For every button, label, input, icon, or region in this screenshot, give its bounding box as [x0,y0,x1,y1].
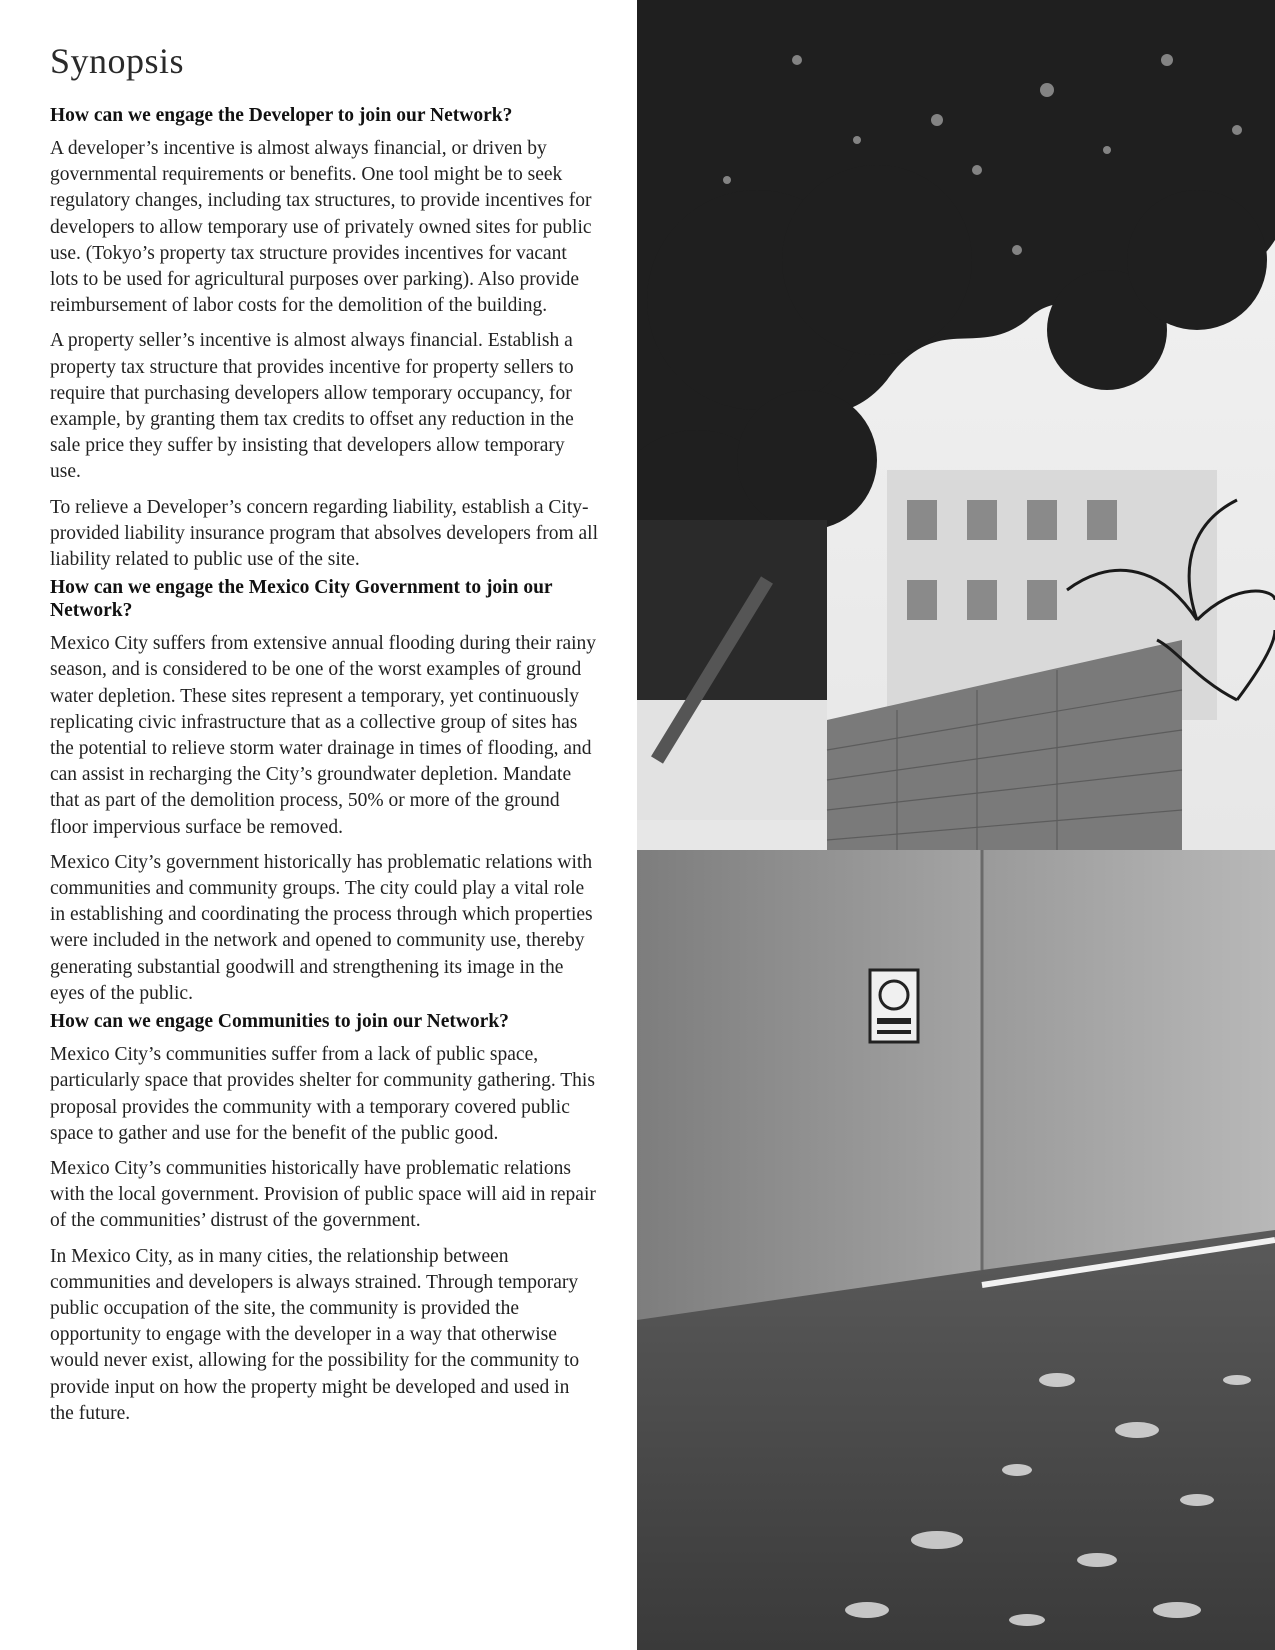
paragraph: Mexico City’s communities historically have problematic relations with the local government. Provision of public space will aid in repair of the communities’ distrust of the government. [50,1157,596,1232]
text-column [50,40,598,1436]
site-photo [637,0,1275,1650]
paragraph: To relieve a Developer’s concern regarding liability, establish a City-provided liability insurance program that absolves developers from all liability related to public use of the site. [50,496,599,571]
paragraph: A property seller’s incentive is almost always financial. Establish a property tax structure that provides incentive for property sellers to require that purchasing developers allow temporary occupancy, for example, by granting them tax credits to offset any reduction in the sale price they suffer by insisting that developers allow temporary use. [50,330,574,483]
page-title: Synopsis [50,41,185,81]
wall-sign-icon [870,970,918,1042]
paragraph: Mexico City suffers from extensive annual flooding during their rainy season, and is considered to be one of the worst examples of ground water depletion. These sites represent a temporary, yet continuously replicating civic infrastructure that as a collective group of sites has the potential to relieve storm water drainage in times of flooding, and can assist in recharging the City’s groundwater depletion. Mandate that as part of the demolition process, 50% or more of the ground floor impervious surface be removed. [50,633,597,838]
paragraph: Mexico City’s government historically has problematic relations with communities and community groups. The city could play a vital role in establishing and coordinating the process through which properties were included in the network and opened to community use, thereby generating substantial goodwill and strengthening its image in the eyes of the public. [50,851,593,1004]
concrete-wall-left [637,850,982,1320]
concrete-wall-right [982,850,1275,1270]
shade-wall [637,520,827,720]
paragraph: Mexico City’s communities suffer from a lack of public space, particularly space that provides shelter for community gathering. This proposal provides the community with a temporary covered public space to gather and use for the benefit of the public good. [50,1044,595,1144]
paragraph: In Mexico City, as in many cities, the relationship between communities and developers is always strained. Through temporary public occupation of the site, the community is provided the opportunity to engage with the developer in a way that otherwise would never exist, allowing for the possibility for the community to provide input on how the property might be developed and used in the future. [50,1245,580,1424]
section-heading-developer: How can we engage the Developer to join our Network? [50,105,513,126]
site-photo-illustration [637,0,1275,1650]
section-heading-government: How can we engage the Mexico City Government to join our Network? [50,577,553,622]
bright-wall [637,700,827,820]
section-heading-communities: How can we engage Communities to join our Network? [50,1011,509,1033]
paragraph: A developer’s incentive is almost always financial, or driven by governmental requirements or benefits. One tool might be to seek regulatory changes, including tax structures, to provide incentives for developers to allow temporary use of privately owned sites for public use. (Tokyo’s property tax structure provides incentives for vacant lots to be used for agricultural purposes over parking). Also provide reimbursement of labor costs for the demolition of the building. [50,138,592,317]
